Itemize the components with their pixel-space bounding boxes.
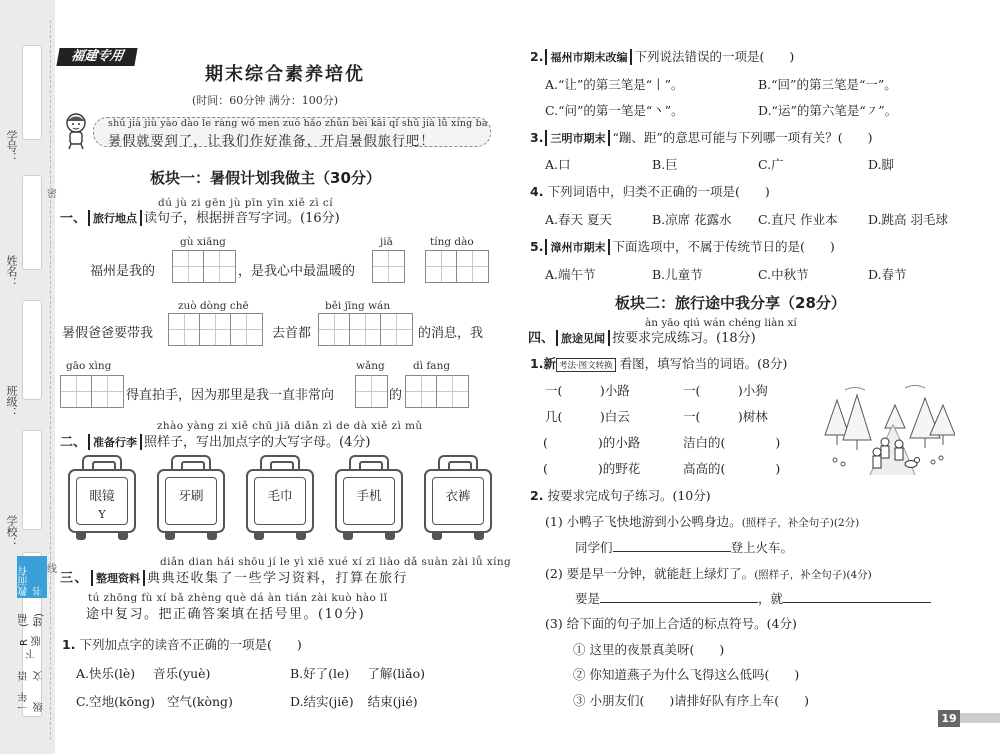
r-q5-option-c[interactable]: C.中秋节	[758, 267, 809, 282]
intro-text: 暑假就要到了，让我们作好准备，开启暑假旅行吧！	[108, 134, 435, 149]
option-c-label: C.空地(kōng)	[76, 694, 155, 709]
s2-sub1-stem	[530, 354, 787, 372]
section2-title: 板块二：旅行途中我分享（28分）	[615, 294, 846, 312]
suitcase-5	[424, 455, 492, 540]
s2-sub2-p1-answer	[575, 538, 793, 556]
fill-r3-c2[interactable]: 洁白的( )	[683, 435, 781, 450]
fujian-banner: 福建专用	[56, 48, 137, 66]
time-score: (时间：60分钟 满分：100分)	[192, 94, 339, 107]
q1-number: 一、	[60, 211, 87, 226]
r-q3-option-d[interactable]: D.脚	[868, 157, 895, 172]
edition-region: (福建)	[19, 613, 45, 627]
r-q4-stem	[530, 182, 770, 200]
suitcase-word: 眼镜	[89, 488, 115, 503]
suitcase-word: 衣裤	[445, 488, 471, 503]
r-q3-option-c[interactable]: C.广	[758, 157, 784, 172]
q1-instruction: 读句子，根据拼音写字词。(16分)	[144, 211, 340, 226]
r-q2-option-a[interactable]: A.“让”的第三笔是“丨”。	[545, 77, 684, 92]
cartoon-boy-icon	[62, 112, 90, 150]
option-b-extra: 了解(liǎo)	[367, 666, 426, 681]
fill-r4-c2[interactable]: 高高的( )	[683, 461, 781, 476]
r-q2-option-b[interactable]: B.“回”的第三笔是“一”。	[758, 77, 897, 92]
punct-item-1[interactable]: ① 这里的夜景真美呀( )	[573, 642, 725, 657]
option-a-label: A.快乐(lè)	[76, 666, 136, 681]
q1-grid-zuodongche[interactable]	[168, 313, 263, 346]
q1-l1-py2: jiā	[380, 236, 393, 248]
r-q2-number: 2.	[530, 49, 544, 64]
p2-blank-2[interactable]	[783, 590, 931, 603]
s2-sub2-p1	[545, 512, 859, 530]
r-q5-option-a[interactable]: A.端午节	[545, 267, 596, 282]
binding-sidebar	[0, 0, 55, 754]
r-q4-option-c[interactable]: C.直尺 作业本	[758, 212, 838, 227]
r-q4-option-b[interactable]: B.凉席 花露水	[652, 212, 732, 227]
s2-sub2-p3: (3) 给下面的句子加上合适的标点符号。(4分)	[545, 616, 797, 631]
forest-path-illustration	[815, 380, 955, 475]
r-q3-tag: 三明市期末	[545, 130, 610, 146]
q3-number: 三、	[60, 571, 90, 586]
q1-l2-post: 的消息，我	[418, 326, 484, 341]
q3-instruction-pinyin: diǎn dian hái shōu jí le yì xiē xué xí zī liào dǎ suàn zài lǚ xíng	[160, 556, 512, 568]
q1-l2-pre: 暑假爸爸要带我	[62, 326, 154, 341]
s2-sub2-p2-answer	[575, 589, 931, 607]
p2-text: (2) 要是早一分钟，就能赶上绿灯了。	[545, 566, 755, 581]
q2-instruction-pinyin: zhào yàng zi xiě chū jiā diǎn zì de dà xiě zì mǔ	[157, 420, 423, 432]
q1-grid-guxiang[interactable]	[172, 250, 236, 283]
p1-pre: 同学们	[575, 540, 613, 555]
q1-grid-jia[interactable]	[372, 250, 405, 283]
q1-l1-mid: ，是我心中最温暖的	[238, 264, 356, 279]
new-badge: 考法·图文转换	[556, 358, 616, 372]
option-b-label: B.好了(le)	[290, 666, 350, 681]
q3-instruction: 典典还收集了一些学习资料，打算在旅行	[147, 571, 409, 586]
r-q5-option-d[interactable]: D.春节	[868, 267, 907, 282]
q3-sub1-stem	[62, 635, 302, 653]
punct-item-2[interactable]: ② 你知道燕子为什么飞得这么低吗( )	[573, 667, 800, 682]
q3-instruction2-pinyin: tú zhōng fù xí bǎ zhèng què dá àn tián zài kuò hào lǐ	[88, 592, 388, 604]
seal-char-mi: 密	[47, 189, 57, 200]
name-box[interactable]	[22, 175, 42, 270]
q1-l2-py1: zuò dòng chē	[178, 300, 249, 312]
suitcase-3	[246, 455, 314, 540]
fill-r3-c1[interactable]: ( )的小路	[543, 435, 641, 450]
q2-stem	[60, 431, 370, 450]
student-id-box[interactable]	[22, 45, 42, 140]
q1-l1-py3: tíng dào	[430, 236, 474, 248]
r-q2-text: 下列说法错误的一项是( )	[634, 49, 795, 64]
r-q4-number: 4.	[530, 184, 544, 199]
q1-grid-tingdao[interactable]	[425, 250, 489, 283]
s2-sub2-text: 按要求完成句子练习。(10分)	[547, 488, 711, 503]
suitcase-2	[157, 455, 225, 540]
suitcase-1	[68, 455, 136, 540]
r-q3-text: “蹦、距”的意思可能与下列哪一项有关？( )	[612, 130, 873, 145]
s2-sub2-number: 2.	[530, 488, 544, 503]
p2-blank-1[interactable]	[600, 590, 758, 603]
seal-char-xian: 线	[47, 564, 57, 575]
p1-post: 登上火车。	[730, 540, 794, 555]
s2-q4-stem	[528, 327, 756, 346]
option-a-extra: 音乐(yuè)	[153, 666, 211, 681]
edition-term: 下	[26, 648, 38, 659]
q1-l1-py1: gù xiāng	[180, 236, 226, 248]
p2-pre: 要是	[575, 591, 601, 606]
p2-mid: ，就	[758, 591, 784, 606]
s2-q4-tag: 旅途见闻	[556, 330, 610, 346]
suitcase-4	[335, 455, 403, 540]
q1-l3-py2: wǎng	[356, 360, 385, 372]
edition-brand: 教而有书	[17, 556, 47, 598]
class-box[interactable]	[22, 300, 42, 400]
r-q4-option-a[interactable]: A.春天 夏天	[545, 212, 612, 227]
q1-instruction-pinyin: dú jù zi gēn jù pīn yīn xiě zì cí	[158, 197, 334, 209]
q1-l3-post: 的	[389, 388, 403, 403]
s2-q4-instruction-pinyin: àn yāo qiú wán chéng liàn xí	[645, 317, 797, 329]
q3-tag: 整理资料	[91, 570, 145, 586]
edition-subject: 语文	[19, 670, 45, 681]
option-d-label: D.结实(jiē)	[290, 694, 354, 709]
s2-sub1-text: 看图，填写恰当的词语。(8分)	[619, 356, 788, 371]
class-label: 班级：	[5, 385, 18, 418]
s2-sub2-stem	[530, 486, 711, 504]
punct-item-3[interactable]: ③ 小朋友们( )请排好队有序上车( )	[573, 693, 809, 708]
q1-l3-mid: 得直拍手，因为那里是我一直非常向	[126, 388, 335, 403]
p1-text: (1) 小鸭子飞快地游到小公鸭身边。	[545, 514, 742, 529]
page-title: 期末综合素养培优	[205, 64, 365, 85]
r-q2-option-d[interactable]: D.“运”的第六笔是“㇇”。	[758, 103, 898, 118]
r-q2-stem	[530, 47, 794, 65]
q2-number: 二、	[60, 435, 87, 450]
r-q5-text: 下面选项中，不属于传统节日的是( )	[612, 239, 835, 254]
fill-r2-c1[interactable]: 几( )白云	[545, 409, 630, 424]
q1-grid-difang[interactable]	[405, 375, 469, 408]
q1-grid-beijingwan[interactable]	[318, 313, 413, 346]
option-c-extra: 空气(kòng)	[167, 694, 233, 709]
school-label: 学校：	[5, 515, 18, 548]
q3-sub1-number: 1.	[62, 637, 76, 652]
q1-tag: 旅行地点	[88, 210, 142, 226]
suitcase-word: 手机	[356, 488, 382, 503]
new-mark: 新	[543, 356, 556, 371]
page-number-bar	[960, 713, 1000, 723]
r-q3-stem	[530, 128, 873, 146]
page-number: 19	[938, 710, 960, 727]
r-q2-tag: 福州市期末改编	[545, 49, 632, 65]
q1-grid-wang[interactable]	[355, 375, 388, 408]
s2-sub2-p2	[545, 564, 872, 582]
school-box[interactable]	[22, 430, 42, 530]
p1-blank[interactable]	[613, 539, 731, 552]
q1-l1-pre: 福州是我的	[90, 264, 156, 279]
fill-r1-c1[interactable]: 一( )小路	[545, 383, 630, 398]
cut-line	[50, 20, 51, 740]
s2-q4-number: 四、	[528, 331, 555, 346]
fill-r4-c1[interactable]: ( )的野花	[543, 461, 641, 476]
p2-note: (照样子，补全句子)(4分)	[754, 569, 872, 581]
r-q3-option-a[interactable]: A.口	[545, 157, 571, 172]
q1-l2-mid: 去首都	[272, 326, 312, 341]
fill-r2-c2[interactable]: 一( )树林	[683, 409, 768, 424]
fill-r1-c2[interactable]: 一( )小狗	[683, 383, 768, 398]
r-q4-option-d[interactable]: D.跳高 羽毛球	[868, 212, 949, 227]
s2-q4-instruction: 按要求完成练习。(18分)	[612, 331, 756, 346]
q3-sub1-text: 下列加点字的读音不正确的一项是( )	[79, 637, 302, 652]
student-id-label: 学号：	[5, 130, 18, 163]
suitcase-word: 牙刷	[178, 488, 204, 503]
q3-option-a[interactable]	[76, 664, 210, 682]
option-d-extra: 结束(jié)	[367, 694, 418, 709]
r-q3-option-b[interactable]: B.巨	[652, 157, 678, 172]
r-q2-option-c[interactable]: C.“问”的第一笔是“丶”。	[545, 103, 684, 118]
r-q3-number: 3.	[530, 130, 544, 145]
q1-grid-gaoxing[interactable]	[60, 375, 124, 408]
q2-tag: 准备行李	[88, 434, 142, 450]
q2-instruction: 照样子，写出加点字的大写字母。(4分)	[144, 435, 371, 450]
section1-title: 板块一：暑假计划我做主（30分）	[150, 169, 381, 187]
name-label: 姓名：	[5, 255, 18, 288]
r-q4-text: 下列词语中，归类不正确的一项是( )	[547, 184, 770, 199]
s2-sub1-number: 1.	[530, 356, 544, 371]
suitcase-word: 毛巾	[267, 488, 293, 503]
r-q5-option-b[interactable]: B.儿童节	[652, 267, 703, 282]
r-q5-number: 5.	[530, 239, 544, 254]
r-q5-stem	[530, 237, 835, 255]
r-q5-tag: 漳州市期末	[545, 239, 610, 255]
q1-l3-py3: dì fang	[413, 360, 451, 372]
p1-note: (照样子，补全句子)(2分)	[741, 517, 860, 529]
intro-pinyin: shǔ jià jiù yào dào le ràng wǒ men zuò hǎo zhǔn bèi kāi qǐ shǔ jià lǚ xíng ba	[108, 118, 488, 129]
edition-strip	[19, 552, 45, 717]
q1-l2-py2: běi jīng wán	[325, 300, 391, 312]
q3-stem	[60, 567, 408, 586]
q3-option-c[interactable]	[76, 692, 233, 710]
edition-grade: 一年级	[19, 692, 45, 712]
edition-version: R版	[19, 635, 43, 646]
q3-option-b[interactable]	[290, 664, 425, 682]
q1-l3-py1: gāo xìng	[66, 360, 112, 372]
q3-instruction2: 途中复习。把正确答案填在括号里。(10分)	[86, 607, 366, 622]
q1-stem	[60, 207, 340, 226]
q3-option-d[interactable]	[290, 692, 418, 710]
suitcase-answer[interactable]: Y	[98, 508, 106, 521]
